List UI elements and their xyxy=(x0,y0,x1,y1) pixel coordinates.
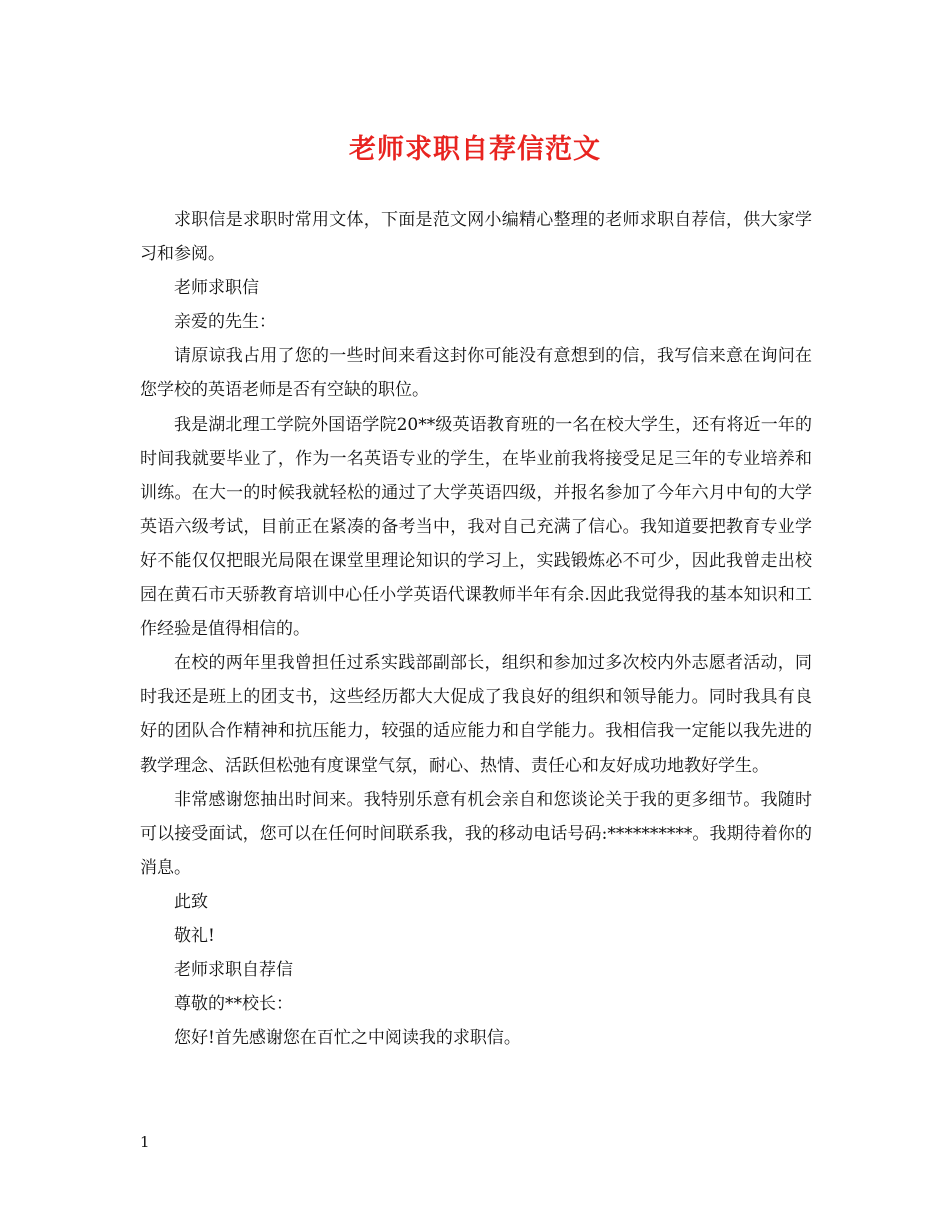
paragraph-intro: 求职信是求职时常用文体，下面是范文网小编精心整理的老师求职自荐信，供大家学习和参阅。 xyxy=(140,210,812,265)
paragraph-salutation: 亲爱的先生： xyxy=(174,312,276,333)
paragraph-regards: 此致 xyxy=(174,891,208,912)
paragraph-heading-letter: 老师求职信 xyxy=(174,278,259,299)
paragraph-experience: 在校的两年里我曾担任过系实践部副部长，组织和参加过多次校内外志愿者活动，同时我还是班上的团支书，这些经历都大大促成了我良好的组织和领导能力。同时我具有良好的团队合作精神和抗压能力，较强的适应能力和自学能力。我相信我一定能以我先进的教学理念、活跃但松弛有度课堂气氛，耐心、热情、责任心和友好成功地教好学生。 xyxy=(140,653,812,776)
paragraph-heading-second-letter: 老师求职自荐信 xyxy=(174,960,293,981)
paragraph-background: 我是湖北理工学院外国语学院20**级英语教育班的一名在校大学生，还有将近一年的时间我就要毕业了，作为一名英语专业的学生，在毕业前我将接受足足三年的专业培养和训练。在大一的时候我就轻松的通过了大学英语四级，并报名参加了今年六月中旬的大学英语六级考试，目前正在紧凑的备考当中，我对自己充满了信心。我知道要把教育专业学好不能仅仅把眼光局限在课堂里理论知识的学习上，实践锻炼必不可少，因此我曾走出校园在黄石市天骄教育培训中心任小学英语代课教师半年有余.因此我觉得我的基本知识和工作经验是值得相信的。 xyxy=(140,414,812,640)
paragraph-opening: 请原谅我占用了您的一些时间来看这封你可能没有意想到的信，我写信来意在询问在您学校的英语老师是否有空缺的职位。 xyxy=(140,346,812,401)
paragraph-respect: 敬礼! xyxy=(174,925,215,946)
document-body xyxy=(140,203,812,1055)
paragraph-second-opening: 您好!首先感谢您在百忙之中阅读我的求职信。 xyxy=(174,1028,521,1049)
paragraph-closing: 非常感谢您抽出时间来。我特别乐意有机会亲自和您谈论关于我的更多细节。我随时可以接受面试，您可以在任何时间联系我，我的移动电话号码:**********。我期待着你的消息。 xyxy=(140,789,812,878)
page-number: 1 xyxy=(140,1133,150,1151)
document-title: 老师求职自荐信范文 xyxy=(349,134,601,165)
paragraph-second-salutation: 尊敬的**校长： xyxy=(174,994,293,1015)
